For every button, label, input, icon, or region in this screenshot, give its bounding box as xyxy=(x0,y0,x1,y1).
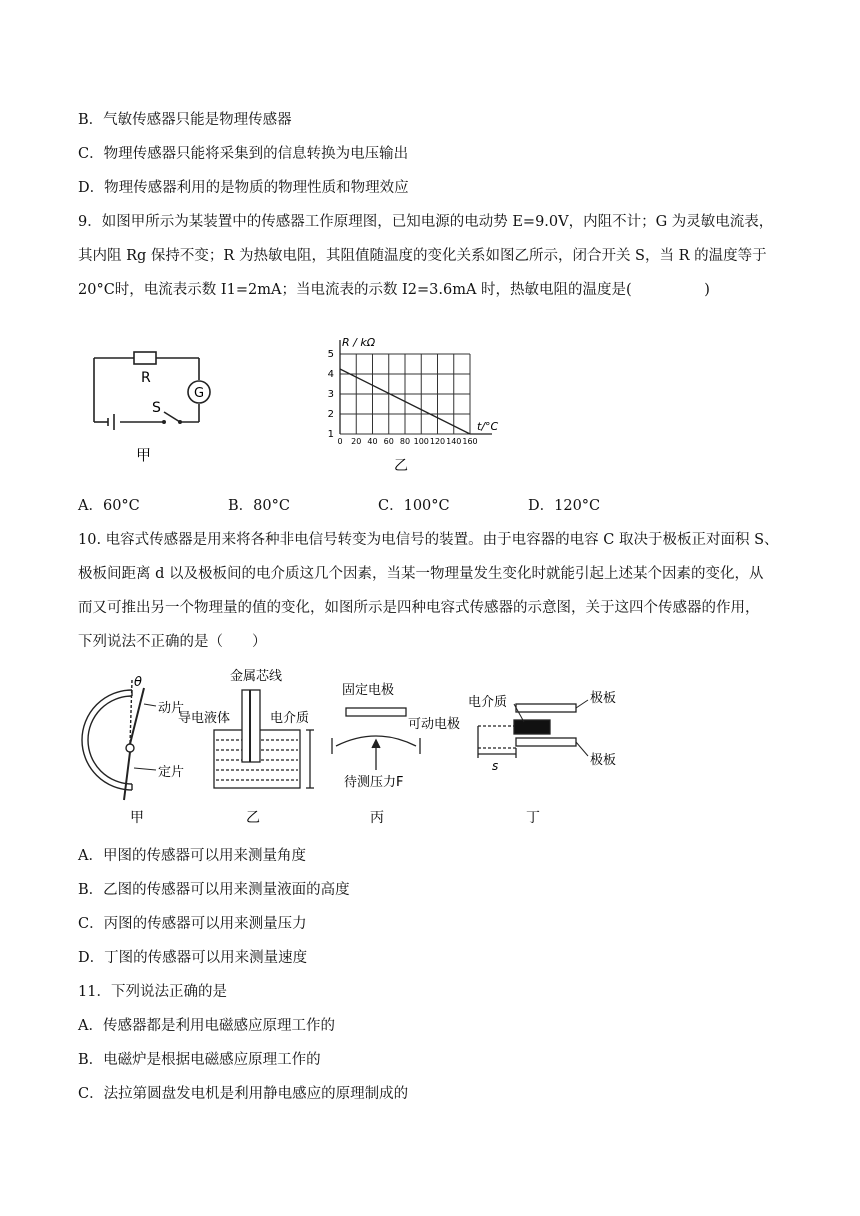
q10-option-c: C．丙图的传感器可以用来测量压力 xyxy=(78,916,307,932)
x-tick-label: 100 xyxy=(413,437,429,446)
q9-option-d: D．120°C xyxy=(528,498,601,514)
q10-sensor-figures xyxy=(74,660,634,830)
q10-stem-line3: 而又可推出另一个物理量的值的变化，如图所示是四种电容式传感器的示意图，关于这四个传感器的作用， xyxy=(78,600,760,616)
chart-xlabel: t/°C xyxy=(477,420,499,433)
y-tick-label: 5 xyxy=(327,349,334,360)
q10-stem-line1: 10. 电容式传感器是用来将各种非电信号转变为电信号的装置。由于电容器的电容 C 取决于极板正对面积 S、 xyxy=(78,532,779,548)
q9-option-a: A．60°C xyxy=(78,498,140,514)
q9-circuit-figure xyxy=(84,342,224,472)
sensor-jia xyxy=(82,680,156,800)
label-s: s xyxy=(492,759,499,773)
y-tick-label: 2 xyxy=(327,409,334,420)
q8-option-c: C．物理传感器只能将采集到的信息转换为电压输出 xyxy=(78,146,409,162)
label-fixed-plate: 定片 xyxy=(158,765,185,780)
chart-grid xyxy=(340,340,492,434)
q9-stem-line1: 9．如图甲所示为某装置中的传感器工作原理图，已知电源的电动势 E=9.0V，内阻不计；G 为灵敏电流表， xyxy=(78,214,774,230)
label-movable-electrode: 可动电极 xyxy=(408,717,461,732)
label-conductive-liquid: 导电液体 xyxy=(178,711,231,726)
label-plate-bottom: 极板 xyxy=(590,753,617,768)
label-dielectric-ding: 电介质 xyxy=(468,695,508,710)
q9-rt-chart xyxy=(322,332,522,474)
x-tick-label: 20 xyxy=(351,437,362,446)
caption-yi: 乙 xyxy=(246,810,260,826)
q10-option-d: D．丁图的传感器可以用来测量速度 xyxy=(78,950,308,966)
chart-ylabel: R / kΩ xyxy=(342,336,376,349)
caption-bing: 丙 xyxy=(370,810,384,826)
label-theta: θ xyxy=(134,675,142,690)
circuit-r-label: R xyxy=(141,370,151,386)
x-tick-label: 60 xyxy=(383,437,394,446)
sensor-bing xyxy=(332,708,420,770)
caption-jia: 甲 xyxy=(130,810,144,826)
circuit-caption: 甲 xyxy=(136,446,152,464)
x-tick-label: 160 xyxy=(462,437,478,446)
sensor-yi xyxy=(214,690,314,788)
q9-stem-line2: 其内阻 Rg 保持不变；R 为热敏电阻，其阻值随温度的变化关系如图乙所示，闭合开关 S，当 R 的温度等于 xyxy=(78,248,767,264)
chart-caption: 乙 xyxy=(394,458,408,474)
y-tick-label: 4 xyxy=(327,369,334,380)
q8-option-b: B．气敏传感器只能是物理传感器 xyxy=(78,112,292,128)
q10-option-b: B．乙图的传感器可以用来测量液面的高度 xyxy=(78,882,350,898)
q10-stem-line2: 极板间距离 d 以及极板间的电介质这几个因素，当某一物理量发生变化时就能引起上述某个因素的变化，从 xyxy=(78,566,764,582)
y-tick-label: 1 xyxy=(327,429,334,440)
label-moving-plate: 动片 xyxy=(158,701,185,716)
q9-option-c: C．100°C xyxy=(378,498,450,514)
q11-option-b: B．电磁炉是根据电磁感应原理工作的 xyxy=(78,1052,321,1068)
q11-option-c: C．法拉第圆盘发电机是利用静电感应的原理制成的 xyxy=(78,1086,409,1102)
x-tick-label: 0 xyxy=(337,437,343,446)
caption-ding: 丁 xyxy=(526,810,540,826)
x-tick-label: 40 xyxy=(367,437,378,446)
q8-option-d: D．物理传感器利用的是物质的物理性质和物理效应 xyxy=(78,180,409,196)
label-pressure: 待测压力F xyxy=(344,775,404,790)
q11-stem: 11．下列说法正确的是 xyxy=(78,984,227,1000)
q10-option-a: A．甲图的传感器可以用来测量角度 xyxy=(78,848,306,864)
circuit-g-label: G xyxy=(194,386,205,401)
circuit-s-label: S xyxy=(152,400,161,416)
q10-stem-line4: 下列说法不正确的是（ ） xyxy=(78,634,267,650)
q11-option-a: A．传感器都是利用电磁感应原理工作的 xyxy=(78,1018,335,1034)
q9-option-b: B．80°C xyxy=(228,498,290,514)
x-tick-label: 120 xyxy=(429,437,446,446)
y-tick-label: 3 xyxy=(327,389,334,400)
x-tick-label: 80 xyxy=(399,437,411,446)
label-fixed-electrode: 固定电极 xyxy=(342,683,395,698)
q9-stem-line3: 20°C时，电流表示数 I1=2mA；当电流表的示数 I2=3.6mA 时，热敏电阻的温度是( ) xyxy=(78,282,710,298)
label-dielectric-yi: 电介质 xyxy=(270,711,310,726)
label-metal-core: 金属芯线 xyxy=(230,669,283,684)
label-plate-top: 极板 xyxy=(590,691,617,706)
x-tick-label: 140 xyxy=(446,437,462,446)
